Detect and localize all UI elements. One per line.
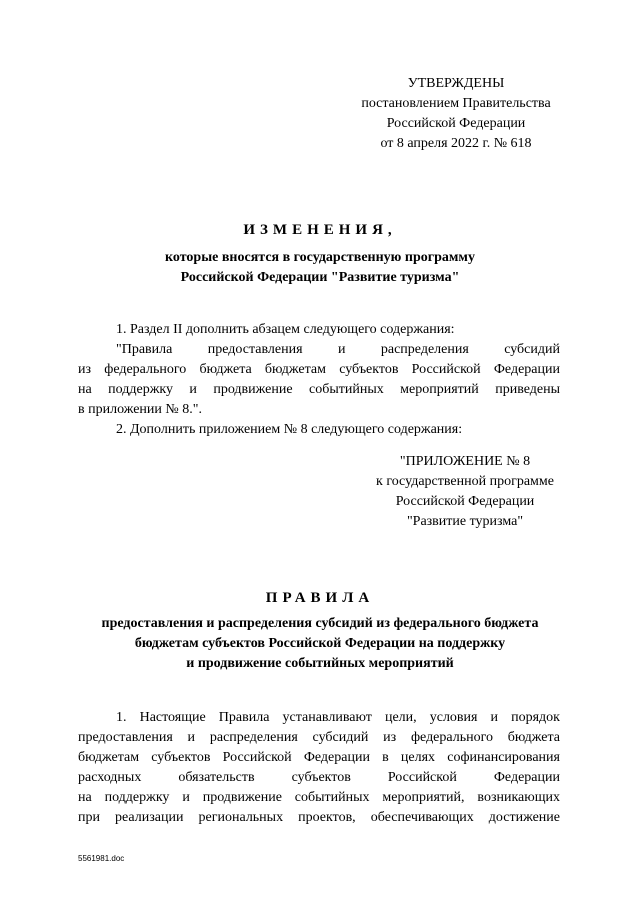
body-line: на поддержку и продвижение событийных мероприятий приведены xyxy=(78,382,560,397)
rules-body-line: бюджетам субъектов Российской Федерации в целях софинансирования xyxy=(78,750,560,765)
footer-filename: 5561981.doc xyxy=(78,854,125,863)
rules-body xyxy=(78,708,560,828)
body-line: "Правила предоставления и распределения субсидий xyxy=(116,342,560,357)
appendix-line: "ПРИЛОЖЕНИЕ № 8 xyxy=(399,454,531,469)
changes-subtitle xyxy=(60,248,580,288)
appendix-block xyxy=(360,452,570,532)
rules-subtitle-line: и продвижение событийных мероприятий xyxy=(186,656,454,671)
approval-line: Российской Федерации xyxy=(386,116,526,131)
appendix-line: "Развитие туризма" xyxy=(406,514,524,529)
rules-body-line: на поддержку и продвижение событийных мероприятий, возникающих xyxy=(78,790,560,805)
body-line: из федерального бюджета бюджетам субъектов Российской Федерации xyxy=(78,362,560,377)
rules-subtitle-line: бюджетам субъектов Российской Федерации на поддержку xyxy=(134,636,506,651)
rules-body-line: расходных обязательств субъектов Российской Федерации xyxy=(78,770,560,785)
approval-block xyxy=(350,74,562,154)
body-line: 1. Раздел II дополнить абзацем следующего содержания: xyxy=(116,322,455,337)
rules-body-line: 1. Настоящие Правила устанавливают цели, условия и порядок xyxy=(116,710,560,725)
changes-body xyxy=(78,320,560,440)
changes-subtitle-line: которые вносятся в государственную программу xyxy=(165,250,475,265)
approval-line: постановлением Правительства xyxy=(361,96,551,111)
rules-subtitle xyxy=(60,614,580,674)
body-line: 2. Дополнить приложением № 8 следующего содержания: xyxy=(116,422,463,437)
appendix-line: Российской Федерации xyxy=(395,494,535,509)
changes-subtitle-line: Российской Федерации "Развитие туризма" xyxy=(180,270,460,285)
rules-title: ПРАВИЛА xyxy=(265,590,375,606)
approval-line: от 8 апреля 2022 г. № 618 xyxy=(380,136,532,151)
appendix-line: к государственной программе xyxy=(376,474,554,489)
body-line: в приложении № 8.". xyxy=(78,402,202,417)
rules-subtitle-line: предоставления и распределения субсидий из федерального бюджета xyxy=(101,616,539,631)
rules-body-line: предоставления и распределения субсидий из федерального бюджета xyxy=(78,730,560,745)
approval-line: УТВЕРЖДЕНЫ xyxy=(407,76,505,91)
rules-body-line: при реализации региональных проектов, обеспечивающих достижение xyxy=(78,810,560,825)
changes-title: ИЗМЕНЕНИЯ, xyxy=(243,222,397,238)
